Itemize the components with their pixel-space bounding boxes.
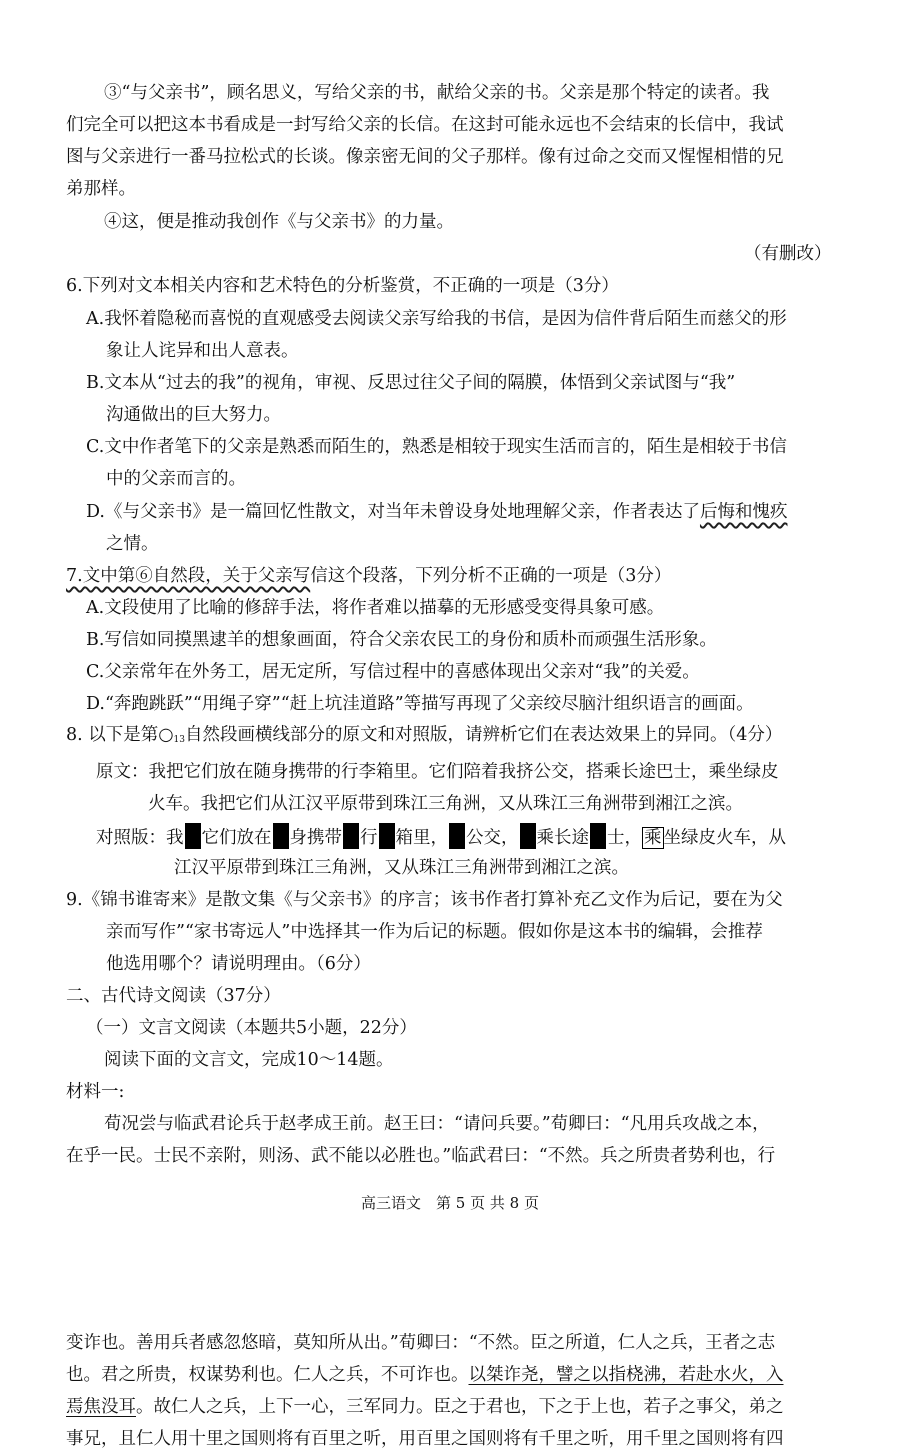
redaction-block [449,823,465,849]
page-footer: 高三语文 第 5 页 共 8 页 [361,1194,539,1212]
q8-original-line-2: 火车。我把它们从江汉平原带到珠江三角洲，又从珠江三角洲带到湘江之滨。 [148,794,743,814]
redaction-block [590,823,606,849]
q7-stem-wavy-mark: 7.文中第⑥自然段，关于父亲写 [66,566,311,586]
q8-original-line-1: 原文：我把它们放在随身携带的行李箱里。它们陪着我挤公交，搭乘长途巴士，乘坐绿皮 [96,762,779,782]
classical-text-line-3: 变诈也。善用兵者感忽悠暗，莫知所从出。”荀卿曰：“不然。臣之所道，仁人之兵，王者之志 [66,1333,776,1353]
para3-line-3: 图与父亲进行一番马拉松式的长谈。像亲密无间的父子那样。像有过命之交而又惺惺相惜的兄 [66,147,784,167]
redaction-block [520,823,536,849]
q7-stem-text: 信这个段落，下列分析不正确的一项是（3分） [310,566,672,586]
q7-option-d: D.“奔跑跳跃”“用绳子穿”“赶上坑洼道路”等描写再现了父亲绞尽脑汁组织语言的画面。 [86,694,754,714]
q6-option-c-line-1: C.文中作者笔下的父亲是熟悉而陌生的，熟悉是相较于现实生活而言的，陌生是相较于书信 [86,437,787,457]
classical-text-line-2: 在乎一民。士民不亲附，则汤、武不能以必胜也。”临武君曰：“不然。兵之所贵者势利也，行 [66,1146,776,1166]
para3-line-2: 们完全可以把这本书看成是一封写给父亲的长信。在这封可能永远也不会结束的长信中，我试 [66,115,784,135]
classical-text-line-6: 事兄，且仁人用十里之国则将有百里之听，用百里之国则将有千里之听，用千里之国则将有四 [66,1429,784,1449]
q9-line-2: 亲而写作”“家书寄远人”中选择其一作为后记的标题。假如你是这本书的编辑，会推荐 [106,922,763,942]
para3-line-1: ③“与父亲书”，顾名思义，写给父亲的书，献给父亲的书。父亲是那个特定的读者。我 [104,83,770,103]
q9-line-3: 他选用哪个？请说明理由。（6分） [106,954,371,974]
classical-text-line-1: 荀况尝与临武君论兵于赵孝成王前。赵王曰：“请问兵要。”荀卿曰：“凡用兵攻战之本， [104,1114,770,1134]
q6-option-d-line-1 [86,499,787,525]
redaction-block [343,823,359,849]
redaction-block [273,823,289,849]
reading-instruction: 阅读下面的文言文，完成10～14题。 [104,1050,394,1070]
q6-option-d-text: D.《与父亲书》是一篇回忆性散文，对当年未曾设身处地理解父亲，作者表达了 [86,502,700,522]
q6-option-b-line-2: 沟通做出的巨大努力。 [106,405,281,425]
source-note: （有删改） [744,244,832,264]
section-2-heading: 二、古代诗文阅读（37分） [66,986,281,1006]
q7-stem [66,563,671,589]
underlined-sentence-end: 焉焦没耳 [66,1397,136,1417]
q8-comparison-line-2: 江汉平原带到珠江三角洲，又从珠江三角洲带到湘江之滨。 [174,858,629,878]
q8-comparison-line-1: 对照版：我 它们放在 身携带 行 箱里， 公交， 乘长途 士， 乘 坐绿皮火车，从 [96,823,786,851]
q6-option-b-line-1: B.文本从“过去的我”的视角，审视、反思过往父子间的隔膜，体悟到父亲试图与“我” [86,373,736,393]
q6-option-a-line-1: A.我怀着隐秘而喜悦的直观感受去阅读父亲写给我的书信，是因为信件背后陌生而慈父的形 [86,309,787,329]
boxed-character: 乘 [644,828,662,848]
material-label: 材料一: [66,1082,125,1102]
para3-line-4: 弟那样。 [66,179,136,199]
q6-option-a-line-2: 象让人诧异和出人意表。 [106,341,299,361]
q9-line-1: 9.《锦书谁寄来》是散文集《与父亲书》的序言；该书作者打算补充乙文作为后记，要在为父 [66,890,783,910]
q7-option-b: B.写信如同摸黑逮羊的想象画面，符合父亲农民工的身份和质朴而顽强生活形象。 [86,630,717,650]
redaction-block [185,823,201,849]
q8-stem-start: 8. 以下是第 [66,725,159,745]
section-2-1-heading: （一）文言文阅读（本题共5小题，22分） [86,1018,417,1038]
classical-text-line-5: 焉焦没耳。故仁人之兵，上下一心，三军同力。臣之于君也，下之于上也，若子之事父，弟之 [66,1397,784,1417]
q8-stem [66,722,782,753]
q6-option-d-line-2: 之情。 [106,534,159,554]
circled-number: ○13 [158,725,185,745]
classical-text-line-4: 也。君之所贵，权谋势利也。仁人之兵，不可诈也。以桀诈尧，譬之以指桡沸，若赴水火，入 [66,1365,784,1385]
q6-stem: 6.下列对文本相关内容和艺术特色的分析鉴赏，不正确的一项是（3分） [66,276,619,296]
q7-option-a: A.文段使用了比喻的修辞手法，将作者难以描摹的无形感受变得具象可感。 [86,598,665,618]
q6-option-c-line-2: 中的父亲而言的。 [106,469,246,489]
q6-option-d-wavy-mark: 后悔和愧疚 [699,502,788,522]
underlined-sentence: 以桀诈尧，譬之以指桡沸，若赴水火，入 [468,1365,784,1385]
redaction-block [379,823,395,849]
para4: ④这，便是推动我创作《与父亲书》的力量。 [104,212,454,232]
q7-option-c: C.父亲常年在外务工，居无定所，写信过程中的喜感体现出父亲对“我”的关爱。 [86,662,700,682]
q8-stem-end: 自然段画横线部分的原文和对照版，请辨析它们在表达效果上的异同。（4分） [185,725,783,745]
